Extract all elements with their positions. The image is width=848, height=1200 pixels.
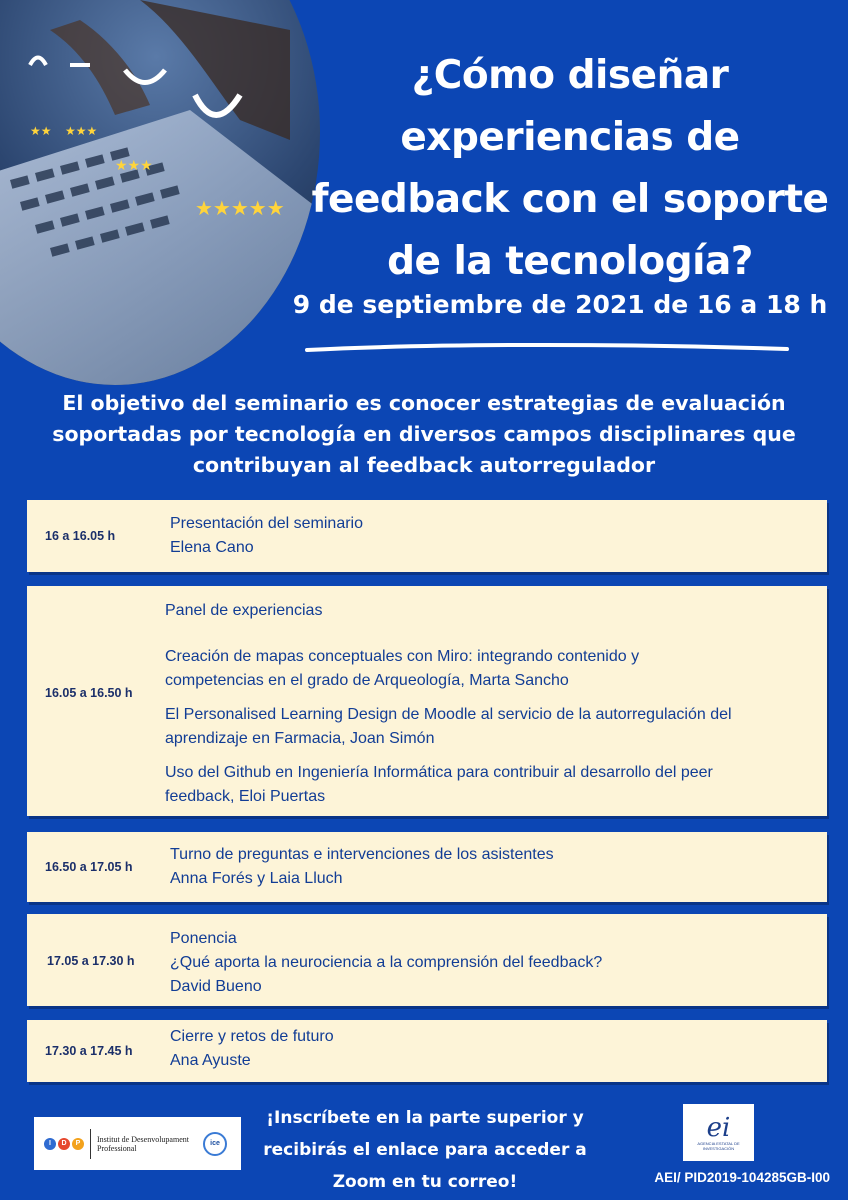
cta-line: ¡Inscríbete en la parte superior y (266, 1108, 584, 1128)
session-speaker: Anna Forés y Laia Lluch (170, 870, 343, 887)
title-line: experiencias de (400, 115, 740, 160)
event-date: 9 de septiembre de 2021 de 16 a 18 h (292, 290, 828, 319)
idp-logo (34, 1117, 241, 1170)
session-title: Turno de preguntas e intervenciones de los asistentes (170, 846, 554, 863)
page-title (300, 45, 840, 293)
hero-image (0, 0, 320, 385)
registration-note (260, 1102, 590, 1198)
idp-letter: P (72, 1138, 84, 1150)
schedule-card (27, 1020, 827, 1082)
divider (90, 1129, 91, 1159)
cta-line: Zoom en tu correo! (332, 1172, 518, 1192)
schedule-card (27, 586, 827, 816)
session-title: Presentación del seminario (170, 515, 363, 532)
svg-text:★★★: ★★★ (115, 157, 153, 173)
session-item-line: Uso del Github en Ingeniería Informática para contribuir al desarrollo del peer (165, 764, 713, 781)
idp-letter: D (58, 1138, 70, 1150)
session-item-line: feedback, Eloi Puertas (165, 788, 326, 805)
idp-letter: I (44, 1138, 56, 1150)
session-item-line: aprendizaje en Farmacia, Joan Simón (165, 730, 435, 747)
objective-line: contribuyan al feedback autorregulador (192, 453, 656, 477)
schedule-card (27, 832, 827, 902)
schedule-time: 17.05 a 17.30 h (47, 954, 135, 968)
session-item-line: competencias en el grado de Arqueología, Marta Sancho (165, 672, 569, 689)
schedule-card (27, 914, 827, 1006)
decorative-underline (305, 338, 790, 358)
aei-mark: ei (706, 1112, 731, 1143)
schedule-time: 16.50 a 17.05 h (45, 860, 133, 874)
ice-logo: ice (203, 1132, 227, 1156)
objective-line: soportadas por tecnología en diversos campos disciplinares que (52, 422, 796, 446)
aei-logo (683, 1104, 754, 1161)
cta-line: recibirás el enlace para acceder a (263, 1140, 587, 1160)
session-title: Cierre y retos de futuro (170, 1028, 334, 1045)
session-item-line: Creación de mapas conceptuales con Miro: integrando contenido y (165, 648, 640, 665)
svg-text:★★: ★★ (30, 124, 52, 138)
objective-line: El objetivo del seminario es conocer estrategias de evaluación (62, 391, 786, 415)
session-item-line: El Personalised Learning Design de Moodle al servicio de la autorregulación del (165, 706, 732, 723)
seminar-objective (30, 388, 818, 481)
session-subtitle: ¿Qué aporta la neurociencia a la comprensión del feedback? (170, 954, 603, 971)
session-heading: Panel de experiencias (165, 602, 323, 619)
session-title: Ponencia (170, 930, 237, 947)
session-speaker: David Bueno (170, 978, 262, 995)
schedule-card (27, 500, 827, 572)
title-line: ¿Cómo diseñar (411, 53, 729, 98)
session-speaker: Ana Ayuste (170, 1052, 251, 1069)
funding-code: AEI/ PID2019-104285GB-I00 (654, 1170, 830, 1185)
idp-logo-text: Institut de Desenvolupament Professional (97, 1134, 189, 1153)
svg-text:★★★: ★★★ (65, 124, 98, 138)
title-line: feedback con el soporte (311, 177, 829, 222)
schedule-time: 16 a 16.05 h (45, 529, 116, 543)
title-line: de la tecnología? (387, 239, 753, 284)
schedule-time: 16.05 a 16.50 h (45, 686, 133, 700)
svg-text:★★★★★: ★★★★★ (195, 198, 285, 220)
schedule-time: 17.30 a 17.45 h (45, 1044, 133, 1058)
session-speaker: Elena Cano (170, 539, 254, 556)
aei-logo-text: AGENCIA ESTATAL DE INVESTIGACIÓN (697, 1140, 740, 1151)
